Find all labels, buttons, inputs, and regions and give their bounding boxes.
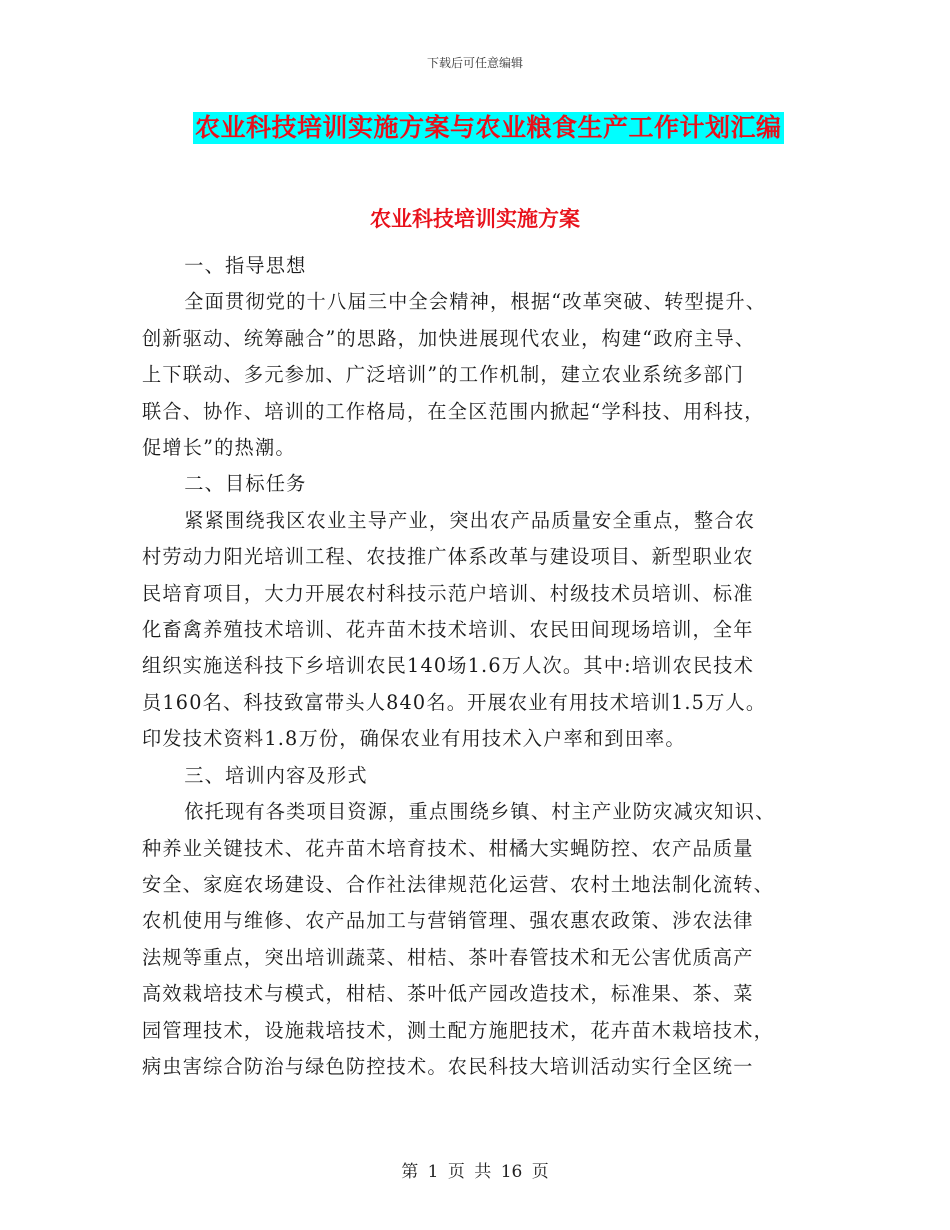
paragraph-target-tasks xyxy=(142,503,812,758)
text-line: 全面贯彻党的十八届三中全会精神，根据“改革突破、转型提升、 xyxy=(184,290,767,314)
heading-target-tasks: 二、目标任务 xyxy=(184,472,307,496)
paragraph-training-content xyxy=(142,794,812,1085)
text-line: 安全、家庭农场建设、合作社法律规范化运营、农村土地法制化流转、 xyxy=(142,872,775,896)
text-line: 创新驱动、统筹融合”的思路，加快进展现代农业，构建“政府主导、 xyxy=(142,326,756,350)
text-line: 员160名、科技致富带头人840名。开展农业有用技术培训1.5万人。 xyxy=(142,690,767,714)
section-title: 农业科技培训实施方案 xyxy=(370,206,580,231)
text-line: 法规等重点，突出培训蔬菜、柑桔、茶叶春管技术和无公害优质高产 xyxy=(142,945,754,969)
text-line: 促增长”的热潮。 xyxy=(142,436,296,460)
document-title: 农业科技培训实施方案与农业粮食生产工作计划汇编 xyxy=(195,113,782,142)
text-line: 病虫害综合防治与绿色防控技术。农民科技大培训活动实行全区统一 xyxy=(142,1054,754,1078)
text-line: 民培育项目，大力开展农村科技示范户培训、村级技术员培训、标准 xyxy=(142,581,754,605)
heading-guiding-ideology: 一、指导思想 xyxy=(184,254,307,277)
heading-training-content: 三、培训内容及形式 xyxy=(184,763,368,787)
text-line: 组织实施送科技下乡培训农民140场1.6万人次。其中:培训农民技术 xyxy=(142,654,755,678)
text-line: 印发技术资料1.8万份，确保农业有用技术入户率和到田率。 xyxy=(142,727,686,751)
text-line: 种养业关键技术、花卉苗木培育技术、柑橘大实蝇防控、农产品质量 xyxy=(142,836,754,860)
text-line: 紧紧围绕我区农业主导产业，突出农产品质量安全重点，整合农 xyxy=(184,508,756,532)
text-line: 上下联动、多元参加、广泛培训”的工作机制，建立农业系统多部门 xyxy=(142,363,745,387)
text-line: 化畜禽养殖技术培训、花卉苗木技术培训、农民田间现场培训，全年 xyxy=(142,618,754,642)
document-body xyxy=(142,248,812,1085)
text-line: 园管理技术，设施栽培技术，测土配方施肥技术，花卉苗木栽培技术， xyxy=(142,1018,775,1042)
page-number-footer: 第 1 页 共 16 页 xyxy=(401,1162,549,1182)
paragraph-guiding-ideology xyxy=(142,284,812,466)
text-line: 高效栽培技术与模式，柑桔、茶叶低产园改造技术，标准果、茶、菜 xyxy=(142,982,754,1006)
text-line: 农机使用与维修、农产品加工与营销管理、强农惠农政策、涉农法律 xyxy=(142,909,754,933)
text-line: 村劳动力阳光培训工程、农技推广体系改革与建设项目、新型职业农 xyxy=(142,545,754,569)
text-line: 联合、协作、培训的工作格局，在全区范围内掀起“学科技、用科技， xyxy=(142,399,765,423)
text-line: 依托现有各类项目资源，重点围绕乡镇、村主产业防灾减灾知识、 xyxy=(184,800,776,824)
header-note: 下载后可任意编辑 xyxy=(426,56,523,70)
